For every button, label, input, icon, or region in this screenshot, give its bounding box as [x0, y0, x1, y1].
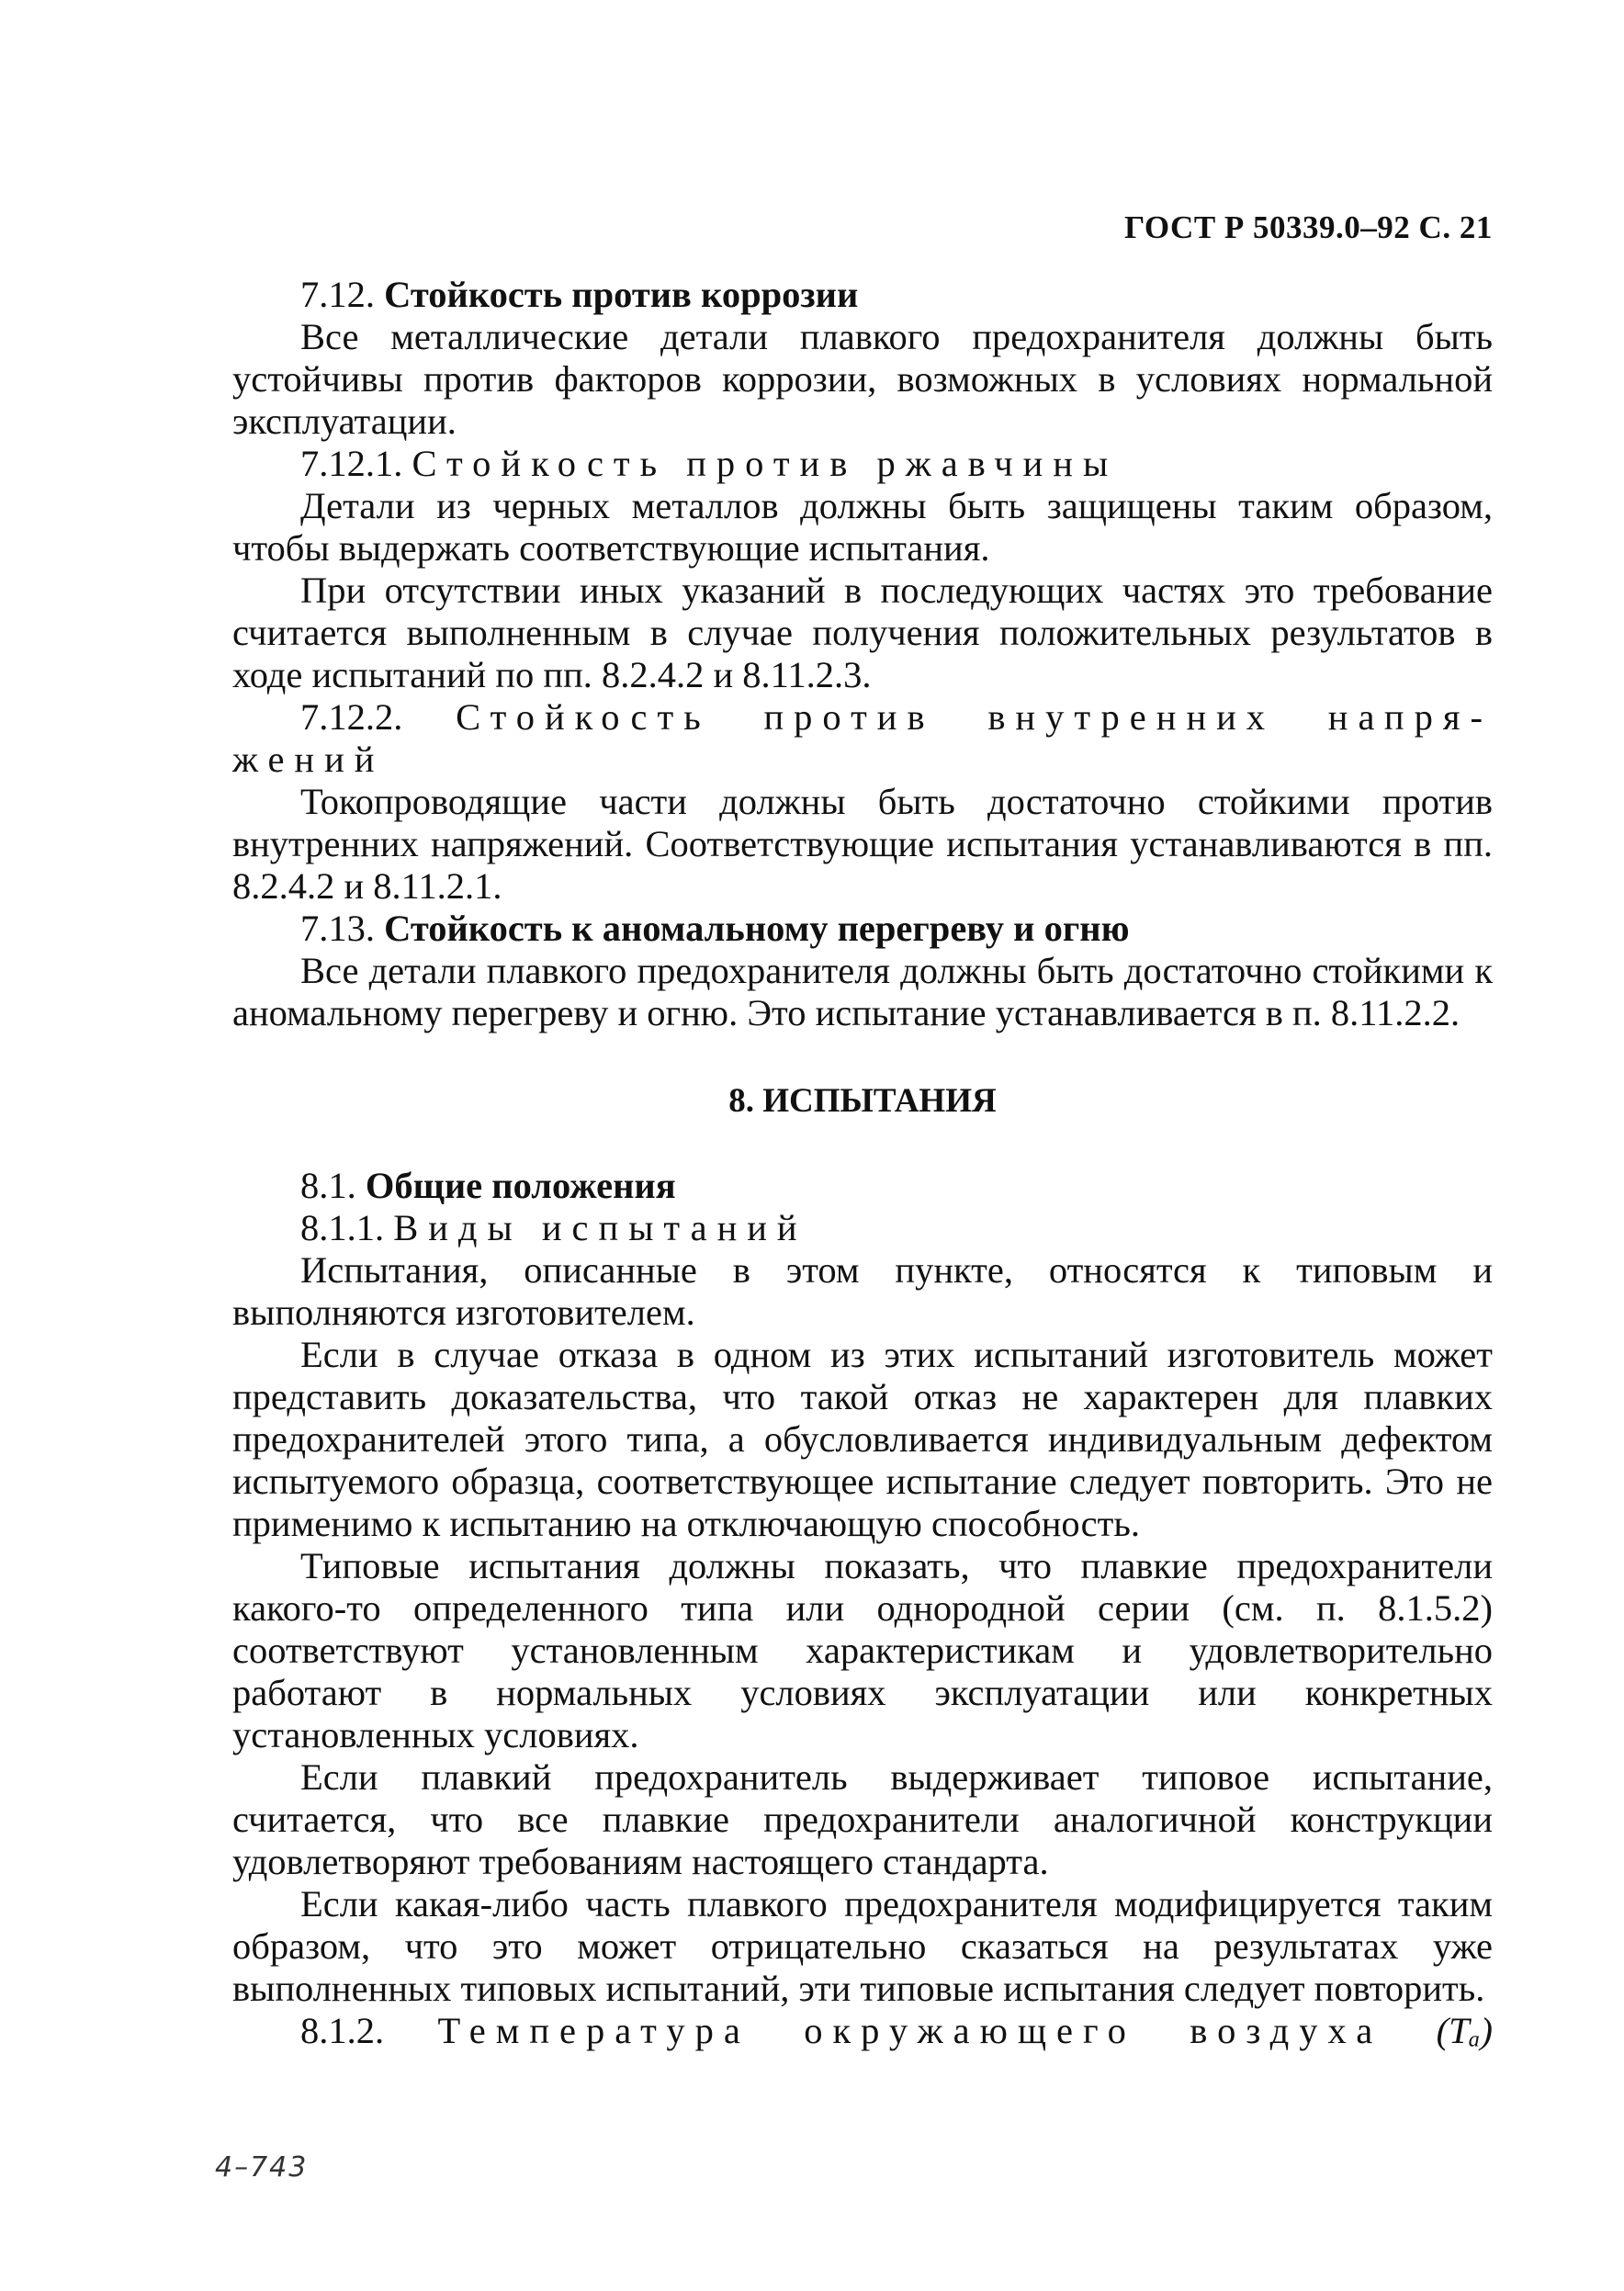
section-number: 8.1.1. — [300, 1207, 385, 1248]
section-title-word: воздуха — [1190, 2010, 1383, 2051]
section-title: Стойкость против коррозии — [384, 274, 859, 315]
section-title-word: напря- — [1327, 696, 1493, 738]
section-title: Общие положения — [365, 1165, 676, 1206]
symbol: (Tₐ) — [1436, 2010, 1493, 2051]
paragraph: Детали из черных металлов должны быть защищены таким образом, чтобы выдержать соответствующие испытания. — [232, 485, 1493, 569]
paragraph: Если в случае отказа в одном из этих испытаний изготовитель может представить доказательства, что такой отказ не характерен для плавких предохранителей этого типа, а обусловливается индивидуальным дефектом испытуемого образца, соответствующее испытание следует повторить. Это не применимо к испытанию на отключающую способность. — [232, 1334, 1493, 1544]
section-number: 7.12.1. — [300, 443, 403, 484]
section-title-word: окружающего — [804, 2010, 1136, 2051]
section-8-title: 8. ИСПЫТАНИЯ — [728, 1082, 997, 1120]
section-7-12-2-heading — [232, 696, 1493, 739]
section-title-continuation: жений — [232, 739, 385, 780]
page-header: ГОСТ Р 50339.0–92 С. 21 — [1124, 209, 1493, 245]
section-8-1-heading — [232, 1165, 1493, 1207]
section-7-13-heading — [232, 908, 1493, 950]
section-number: 8.1. — [300, 1165, 356, 1206]
section-8-1-1-heading — [232, 1207, 1493, 1249]
paragraph: Все детали плавкого предохранителя должны быть достаточно стойкими к аномальному перегреву и огню. Это испытание устанавливается в п. 8.11.2.2. — [232, 950, 1493, 1033]
paragraph: Токопроводящие части должны быть достаточно стойкими против внутренних напряжений. Соответствующие испытания устанавливаются в пп. 8.2.4.2 и 8.11.2.1. — [232, 781, 1493, 907]
paragraph: Типовые испытания должны показать, что плавкие предохранители какого-то определенного типа или однородной серии (см. п. 8.1.5.2) соответствуют установленным характеристикам и удовлетворительно работают в нормальных условиях эксплуатации или конкретных установленных условиях. — [232, 1545, 1493, 1755]
paragraph: Если какая-либо часть плавкого предохранителя модифицируется таким образом, что это может отрицательно сказаться на результатах уже выполненных типовых испытаний, эти типовые испытания следует повторить. — [232, 1883, 1493, 2009]
paragraph: Если плавкий предохранитель выдерживает типовое испытание, считается, что все плавкие предохранители аналогичной конструкции удовлетворяют требованиям настоящего стандарта. — [232, 1756, 1493, 1882]
section-title: Стойкость против ржавчины — [412, 443, 1119, 484]
page-footer-mark: 4–743 — [215, 2151, 309, 2184]
section-8-1-2-heading — [232, 2010, 1493, 2052]
section-7-12-heading — [232, 274, 1493, 316]
section-number: 7.12. — [300, 274, 375, 315]
section-title-word: внутренних — [987, 696, 1276, 738]
section-title-word: против — [763, 696, 935, 738]
section-title: Стойкость к аномальному перегреву и огню — [384, 908, 1130, 949]
paragraph: Испытания, описанные в этом пункте, относятся к типовым и выполняются изготовителем. — [232, 1249, 1493, 1333]
section-title-word: Стойкость — [456, 696, 711, 738]
section-number: 7.12.2. — [300, 696, 403, 738]
section-title-word: Температура — [437, 2010, 750, 2051]
document-body — [232, 274, 1493, 2052]
section-number: 8.1.2. — [300, 2010, 385, 2051]
section-number: 7.13. — [300, 908, 375, 949]
paragraph: Все металлические детали плавкого предохранителя должны быть устойчивы против факторов коррозии, возможных в условиях нормальной эксплуатации. — [232, 316, 1493, 442]
section-title: Виды испытаний — [393, 1207, 807, 1248]
section-7-12-1-heading — [232, 443, 1493, 485]
paragraph: При отсутствии иных указаний в последующих частях это требование считается выполненным в случае получения положительных результатов в ходе испытаний по пп. 8.2.4.2 и 8.11.2.3. — [232, 570, 1493, 695]
